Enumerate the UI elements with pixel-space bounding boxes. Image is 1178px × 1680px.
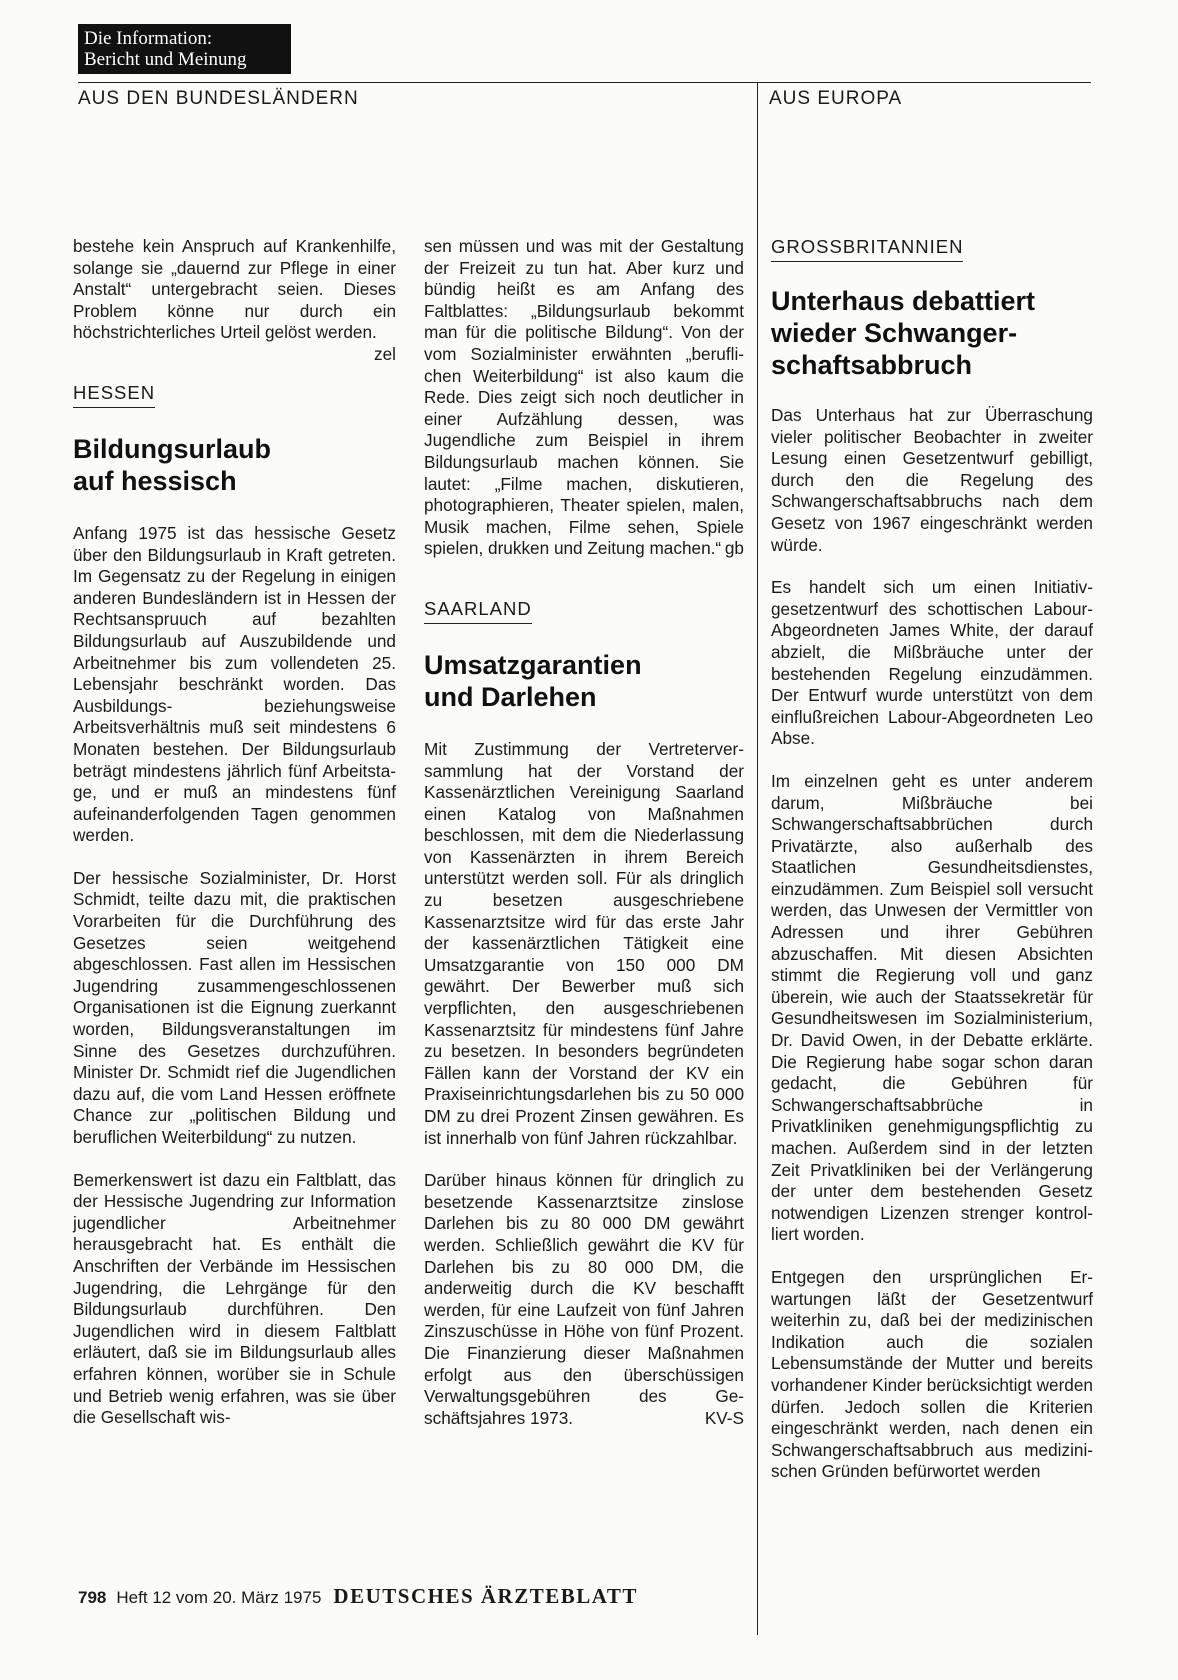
- article-paragraph: Mit Zustimmung der Vertreterversammlung hat der Vorstand der Kassenärztlichen Vereinigung Saarland einen Katalog von Maßnahmen beschlossen, mit dem die Niederlassung von Kassenärzten in ihrem Bereich unterstützt werden soll. Für als dringlich zu besetzen ausgeschriebene Kassenarztsitze wird für das erste Jahr der kassenärztlichen Tätigkeit eine Umsatzgarantie von 150 000 DM gewährt. Der Bewerber muß sich verpflichten, den ausgeschriebenen Kassenarztsitz für mindestens fünf Jahre zu besetzen. In besonders begründeten Fällen kann der Vorstand der KV ein Praxiseinrichtungsdarlehen bis zu 50 000 DM zu drei Prozent Zinsen gewähren. Es ist innerhalb von fünf Jahren rückzahlbar.: [424, 738, 744, 1148]
- column-divider: [757, 82, 758, 1635]
- paragraph-text: sen müssen und was mit der Gestaltung der Freizeit zu tun hat. Aber kurz und bündig heißt es am Anfang des Faltblattes: „Bildungsurlaub bekommt man für die politische Bildung“. Von der vom Sozialminister erwähnten „beruflichen Weiterbildung“ ist also kaum die Rede. Dies zeigt sich noch deutlicher in einer Aufzählung dessen, was Jugendliche zum Beispiel in ihrem Bildungsurlaub machen können. Sie lautet: „Filme machen, diskutieren, photographieren, Theater spielen, malen, Musik machen, Filme sehen, Spiele spielen, drukken und Zeitung machen.“: [424, 236, 744, 559]
- article-headline: Unterhaus debattiert wieder Schwangerschaftsabbruch: [771, 286, 1036, 380]
- issue-info: Heft 12 vom 20. März 1975: [116, 1588, 322, 1607]
- author-signature: zel: [374, 343, 396, 364]
- article-paragraph: Anfang 1975 ist das hessische Gesetz über den Bildungsurlaub in Kraft getreten. Im Gegensatz zu der Regelung in einigen anderen Bundesländern ist in Hessen der Rechtsanspruuch auf bezahlten Bildungsurlaub auf Auszubildende und Arbeitnehmer bis zum vollendeten 25. Lebensjahr beschränkt worden. Das Ausbildungs- beziehungsweise Arbeitsverhältnis muß seit mindestens 6 Monaten bestehen. Der Bildungsurlaub beträgt mindestens jährlich fünf Arbeitstage, und er muß an mindestens fünf aufeinanderfolgenden Tagen genommen werden.: [73, 522, 396, 846]
- article-paragraph: Im einzelnen geht es unter anderem darum, Mißbräuche bei Schwangerschaftsabbrüchen durch Privatärzte, also außerhalb des Staatlichen Gesundheitsdienstes, einzudämmen. Zum Beispiel soll versucht werden, das Unwesen der Vermittler von Adressen und ihrer Gebühren abzuschaffen. Mit diesen Absichten stimmt die Regierung voll und ganz überein, wie auch der Staatssekretär für Gesundheitswesen im Sozialministerium, Dr. David Owen, in der Debatte erklärte. Die Regierung habe sogar schon daran gedacht, die Gebühren für Schwangerschaftsabbrüche in Privatkliniken genehmigungspflichtig zu machen. Außerdem sind in der letzten Zeit Privatkliniken bei der Verlängerung der unter dem bestehenden Gesetz notwendigen Lizenzen strenger kontrolliert worden.: [771, 770, 1093, 1245]
- article-paragraph: [424, 1170, 744, 1429]
- paragraph-text: Darüber hinaus können für dringlich zu besetzende Kassenarztsitze zinslose Darlehen bis zu 80 000 DM gewährt werden. Schließlich gewährt die KV für Darlehen bis zu 80 000 DM, die anderweitig durch die KV beschafft werden, für eine Laufzeit von fünf Jahren Zinszuschüsse in Höhe von fünf Prozent. Die Finanzierung dieser Maßnahmen erfolgt aus den überschüssigen Verwaltungsgebühren des Geschäftsjahres 1973.: [424, 1170, 744, 1428]
- paragraph-text: bestehe kein Anspruch auf Krankenhilfe, solange sie „dauernd zur Pflege in einer Anstalt“ untergebracht seien. Dieses Problem könne nur durch ein höchstrichterliches Urteil gelöst werden.: [73, 236, 396, 343]
- page-footer: [78, 1584, 638, 1609]
- article-paragraph: Der hessische Sozialminister, Dr. Horst Schmidt, teilte dazu mit, die praktischen Vorarbeiten für die Durchführung des Gesetzes seien weitgehend abgeschlossen. Fast allen im Hessischen Jugendring zusammengeschlossenen Organisationen ist die Eignung zuerkannt worden, Bildungsveranstaltungen im Sinne des Gesetzes durchzuführen. Minister Dr. Schmidt rief die Jugendlichen dazu auf, die vom Land Hessen eröffnete Chance zur „politischen Bildung und beruflichen Weiterbildung“ zu nutzen.: [73, 867, 396, 1147]
- top-rule: [78, 82, 1091, 83]
- region-label: SAARLAND: [424, 598, 532, 624]
- masthead-line-1: Die Information:: [84, 28, 213, 49]
- page-number: 798: [78, 1588, 107, 1607]
- article-paragraph: Das Unterhaus hat zur Überraschung vieler politischer Beobachter in zweiter Lesung einen Gesetzentwurf gebilligt, durch den die Regelung des Schwangerschaftsabbruchs nach dem Gesetz von 1967 eingeschränkt werden würde.: [771, 405, 1093, 555]
- article-headline: Umsatzgarantien und Darlehen: [424, 649, 642, 712]
- region-heading-saarland: [424, 598, 744, 624]
- article-paragraph: Entgegen den ursprünglichen Erwartungen läßt der Gesetzentwurf weiterhin zu, daß bei der medizinischen Indikation auch die sozialen Lebensumstände der Mutter und bereits vorhandener Kinder berücksichtigt werden dürfen. Jedoch sollen die Kriterien eingeschränkt werden, nach denen ein Schwangerschaftsabbruch aus medizinischen Gründen befürwortet werden: [771, 1266, 1093, 1482]
- column-1: [73, 236, 396, 1429]
- region-heading-hessen: [73, 382, 396, 408]
- author-signature: KV-S: [704, 1407, 744, 1428]
- masthead-badge: [78, 24, 291, 74]
- column-2: [424, 236, 744, 1429]
- column-3: [771, 236, 1093, 1483]
- section-label-left: AUS DEN BUNDESLÄNDERN: [78, 88, 359, 109]
- author-signature: gb: [724, 538, 744, 559]
- masthead-line-2: Bericht und Meinung: [84, 49, 247, 70]
- continued-paragraph: [424, 236, 744, 560]
- section-label-right: AUS EUROPA: [769, 88, 903, 109]
- article-paragraph: Bemerkenswert ist dazu ein Faltblatt, das der Hessische Jugendring zur Information jugendlicher Arbeitnehmer herausgebracht hat. Es enthält die Anschriften der Verbände im Hessischen Jugendring, die Lehrgänge für den Bildungsurlaub durchführen. Den Jugendlichen wird in diesem Faltblatt erläutert, daß sie im Bildungsurlaub alles erfahren können, worüber sie in Schule und Betrieb wenig erfahren, was sie über die Gesellschaft wis-: [73, 1169, 396, 1428]
- region-label: HESSEN: [73, 382, 155, 408]
- journal-title: DEUTSCHES ÄRZTEBLATT: [333, 1584, 638, 1608]
- region-heading-grossbritannien: [771, 236, 1093, 262]
- article-headline: Bildungsurlaub auf hessisch: [73, 433, 271, 496]
- region-label: GROSSBRITANNIEN: [771, 236, 963, 262]
- continued-paragraph: [73, 236, 396, 364]
- article-paragraph: Es handelt sich um einen Initiativgesetzentwurf des schottischen Labour-Abgeordneten James White, der darauf abzielt, die Mißbräuche unter der bestehenden Regelung einzudämmen. Der Entwurf wurde unterstützt von dem einflußreichen Labour-Abgeordneten Leo Abse.: [771, 577, 1093, 749]
